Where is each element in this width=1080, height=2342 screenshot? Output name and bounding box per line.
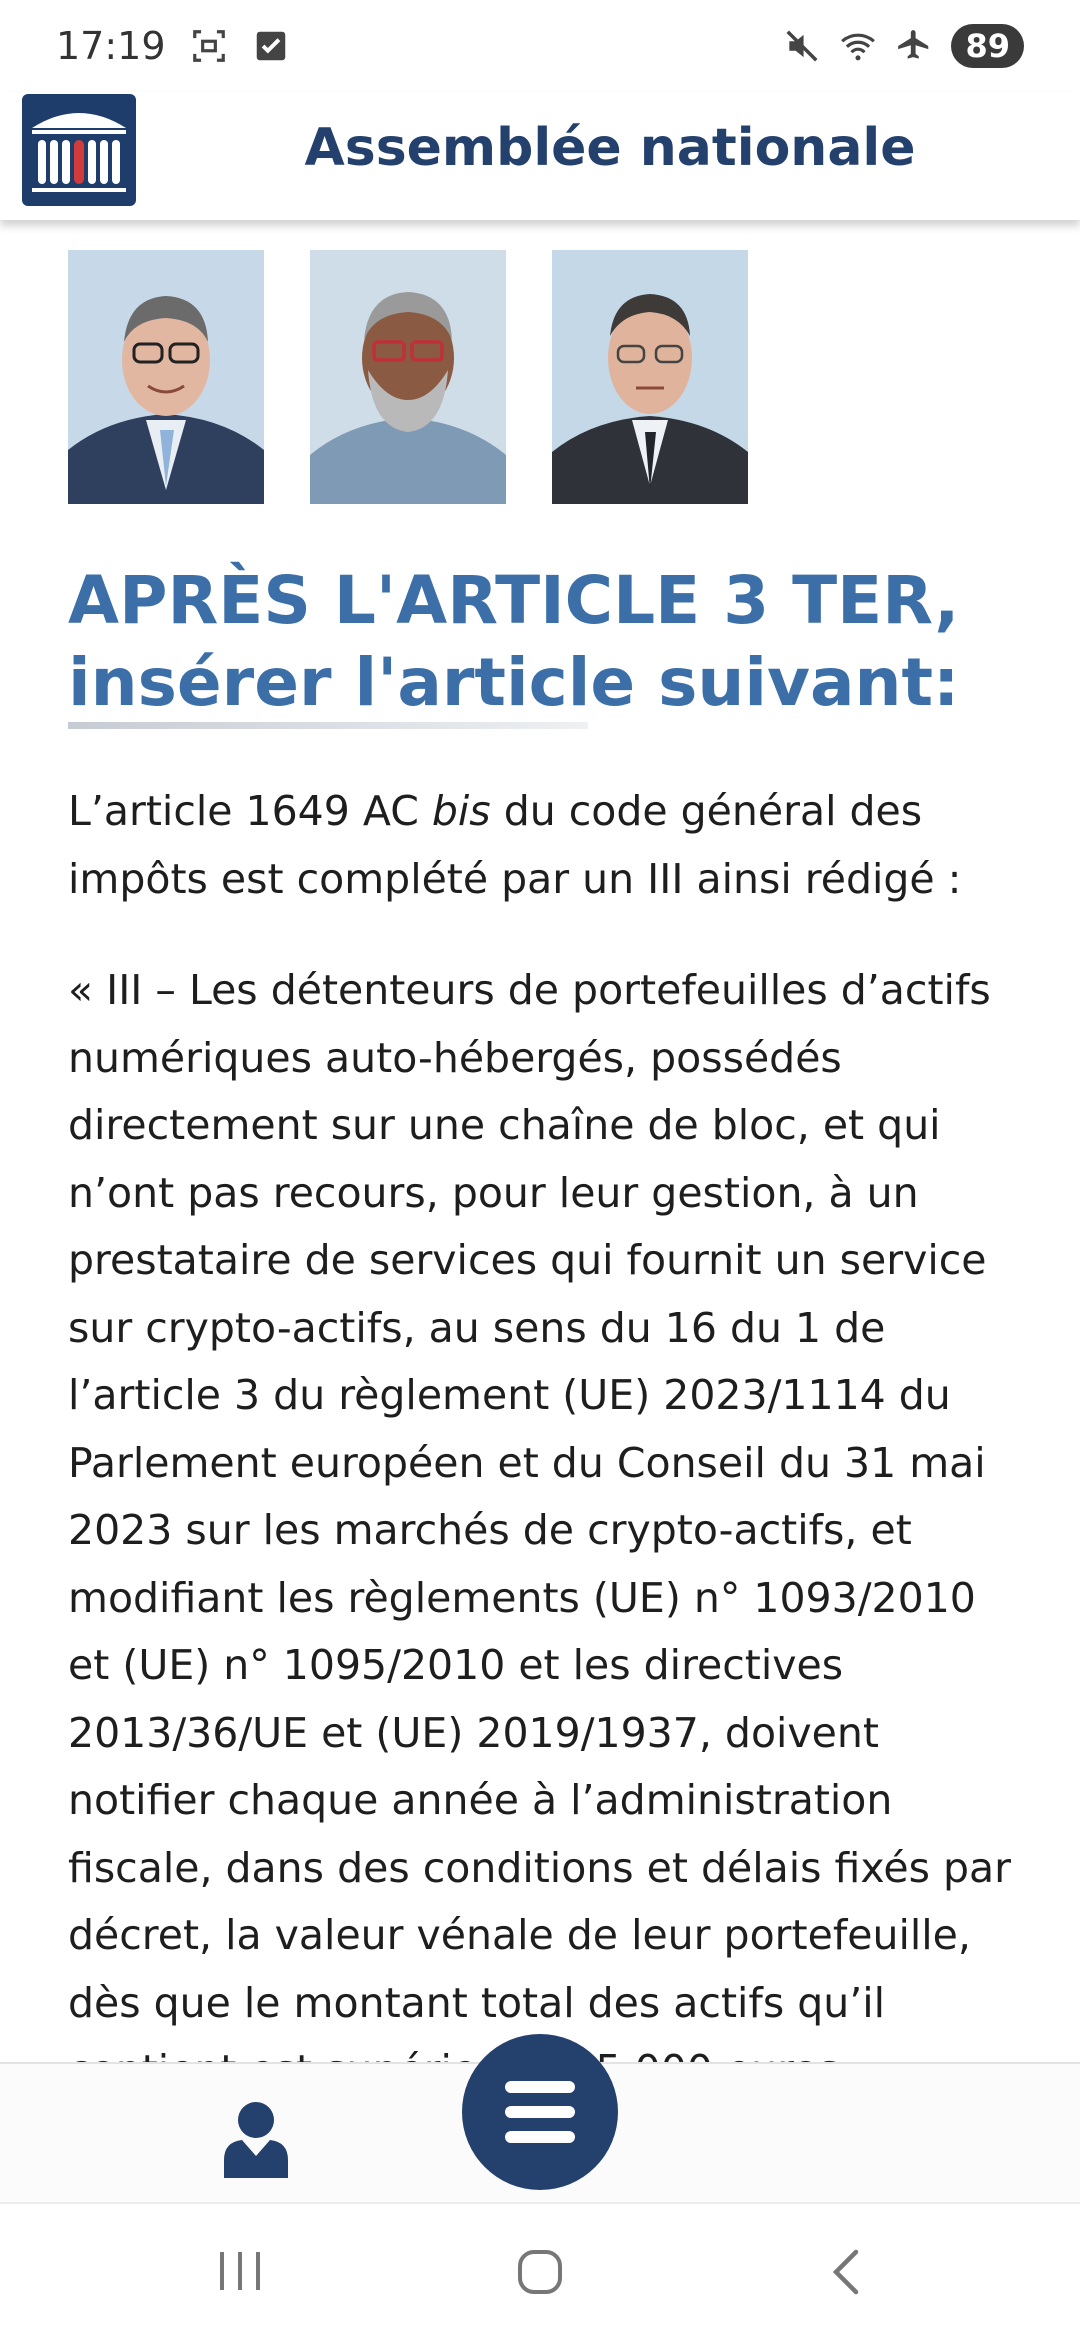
article-paragraph-iii: « III – Les détenteurs de portefeuilles d’actifs numériques auto-hébergés, possédés directement sur une chaîne de bloc, et qui n’ont pas recours, pour leur gestion, à un prestataire de services qui fournit un service sur crypto-actifs, au sens du 16 du 1 de l’article 3 du règlement (UE) 2023/1114 du Parlement européen et du Conseil du 31 mai 2023 sur les marchés de crypto-actifs, et modifiant les règlements (UE) n° 1093/2010 et (UE) n° 1095/2010 et les directives 2013/36/UE et (UE) 2019/1937, doivent notifier chaque année à l’administration fiscale, dans des conditions et délais fixés par décret, la valeur vénale de leur portefeuille, dès que le montant total des actifs qu’il — [68, 966, 1011, 2027]
status-time: 17:19 — [56, 24, 166, 68]
heading-line-1: APRÈS L'ARTICLE 3 TER, — [68, 562, 960, 639]
menu-icon — [505, 2081, 575, 2143]
wifi-icon — [839, 27, 877, 65]
deputy-photo-2[interactable] — [310, 250, 506, 504]
deputies-photos — [68, 250, 748, 504]
screenshot-icon — [190, 27, 228, 65]
airplane-icon — [895, 27, 933, 65]
deputy-photo-1[interactable] — [68, 250, 264, 504]
status-right — [783, 24, 1024, 68]
battery-indicator: 89 — [951, 24, 1024, 68]
menu-button[interactable] — [462, 2034, 618, 2190]
system-navigation — [0, 2202, 1080, 2342]
heading-underline — [68, 722, 588, 729]
app-title: Assemblée nationale — [304, 118, 916, 178]
deputy-photo-3[interactable] — [552, 250, 748, 504]
recent-apps-icon[interactable] — [216, 2248, 264, 2294]
status-bar — [0, 0, 1080, 92]
app-header — [0, 92, 1080, 220]
status-left — [56, 24, 290, 68]
amendment-heading — [68, 560, 1028, 724]
article-intro-italic: bis — [431, 787, 491, 835]
checkbox-icon — [252, 27, 290, 65]
user-icon[interactable] — [222, 2100, 290, 2178]
article-intro — [68, 778, 1018, 913]
back-icon[interactable] — [826, 2248, 866, 2296]
article-intro-text-1: L’article 1649 AC — [68, 787, 432, 835]
heading-line-2: insérer l'article suivant: — [68, 644, 960, 721]
home-icon[interactable] — [516, 2248, 564, 2296]
bottom-nav — [0, 2062, 1080, 2204]
article-body — [68, 778, 1018, 2149]
assemblee-logo-icon[interactable] — [22, 94, 136, 206]
mute-icon — [783, 27, 821, 65]
article-intro-text-2: du code général des impôts est complété par un III ainsi rédigé : — [68, 787, 962, 903]
